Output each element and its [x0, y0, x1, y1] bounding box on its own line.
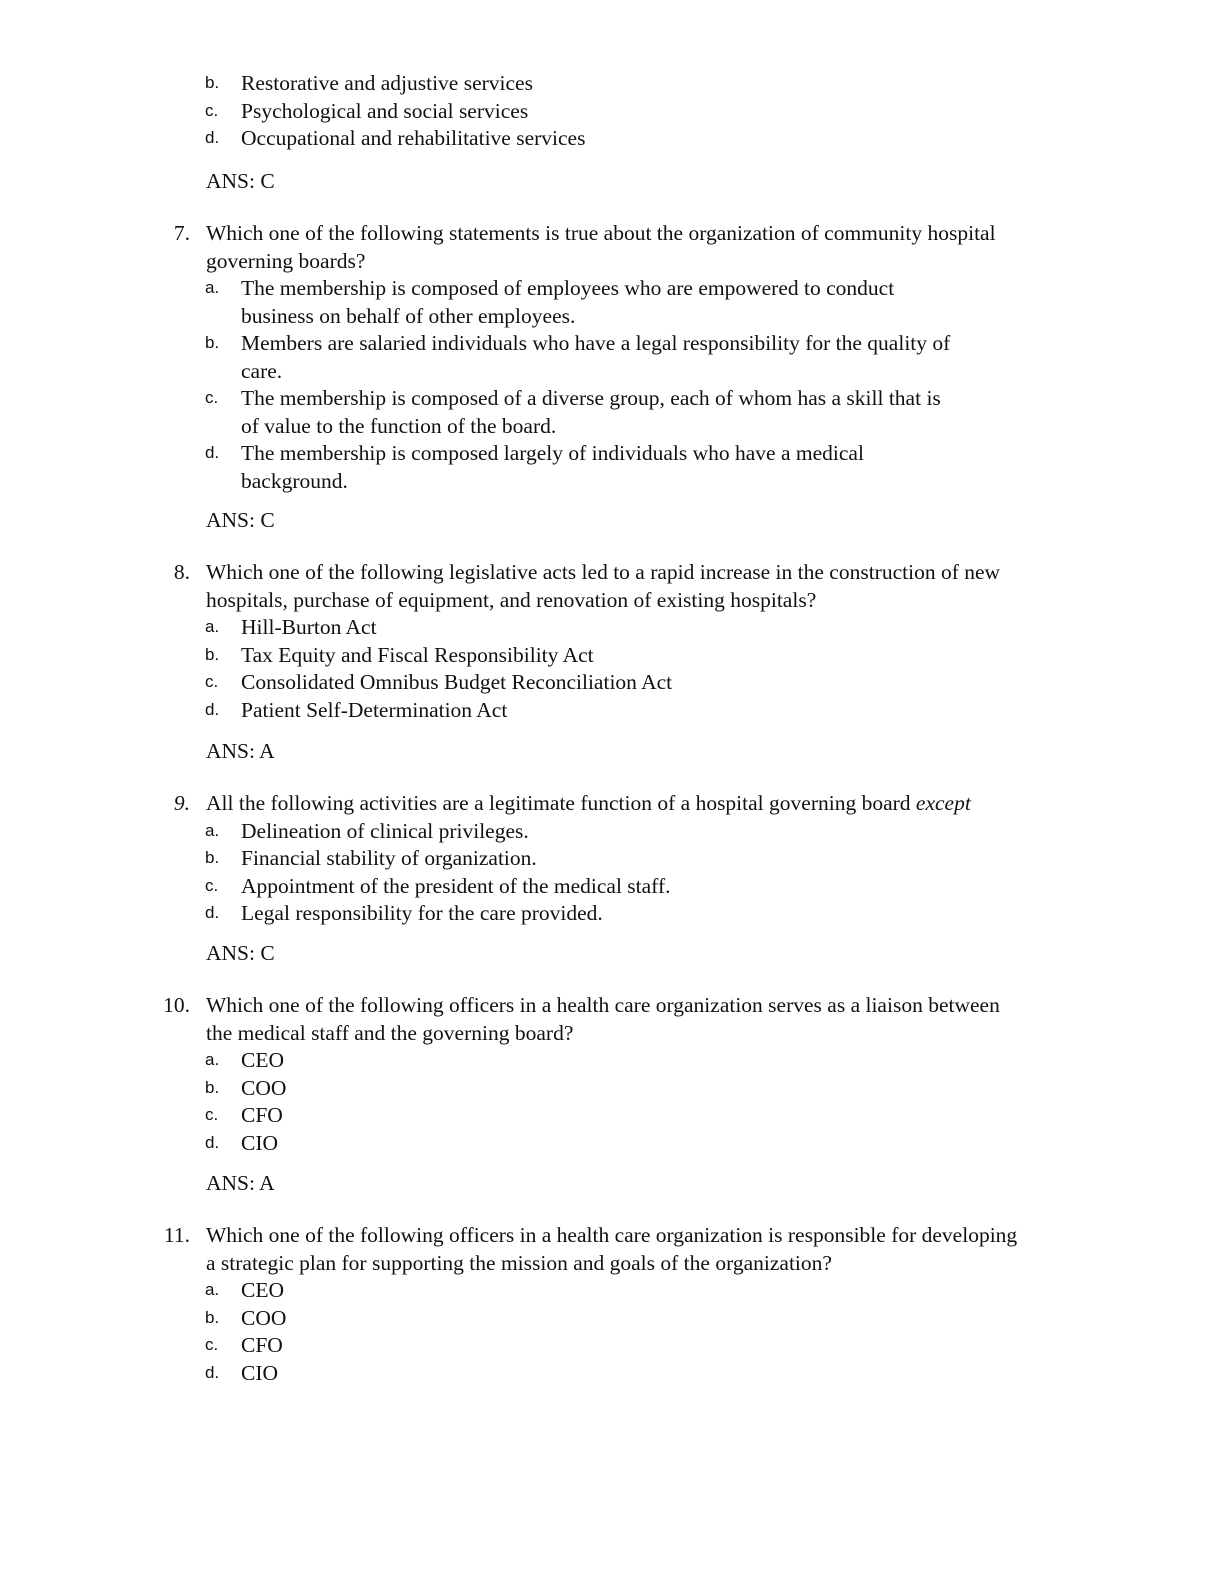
- option-b: [0, 1305, 1224, 1333]
- option-b: [0, 1075, 1224, 1103]
- option-text: Financial stability of organization.: [241, 846, 537, 870]
- option-text: COO: [241, 1075, 287, 1100]
- option-text: CFO: [241, 1333, 283, 1357]
- option-text: Legal responsibility for the care provided.: [241, 901, 603, 925]
- option-a: [0, 818, 1224, 846]
- option-text: Psychological and social services: [241, 98, 529, 123]
- option-c: [0, 873, 1224, 901]
- option-a-continued: [0, 303, 1224, 331]
- option-d: [0, 697, 1224, 725]
- option-c: [0, 98, 1224, 126]
- question-7: [0, 220, 1224, 495]
- option-text: Delineation of clinical privileges.: [241, 818, 529, 843]
- question-10: [0, 992, 1224, 1157]
- option-letter: c.: [205, 100, 219, 120]
- option-text: Members are salaried individuals who have a legal responsibility for the quality of: [241, 331, 951, 355]
- option-text: background.: [241, 468, 348, 493]
- question-stem-continued: [0, 1020, 1224, 1048]
- answer-key: ANS: C: [206, 508, 275, 532]
- option-text: Hill-Burton Act: [241, 615, 377, 639]
- question-number: 8.: [173, 560, 190, 584]
- answer-key: ANS: A: [206, 739, 275, 763]
- option-d: [0, 440, 1224, 468]
- option-d: [0, 125, 1224, 153]
- answer-key: ANS: C: [206, 169, 275, 193]
- question-9: [0, 790, 1224, 928]
- option-b: [0, 330, 1224, 358]
- option-text: CEO: [241, 1278, 284, 1302]
- option-text: Tax Equity and Fiscal Responsibility Act: [241, 642, 594, 667]
- option-letter: d.: [205, 443, 220, 462]
- question-text: Which one of the following legislative acts led to a rapid increase in the construction of new: [206, 560, 1001, 584]
- option-text: Restorative and adjustive services: [241, 71, 533, 95]
- option-c: [0, 1102, 1224, 1130]
- option-letter: b.: [205, 1077, 220, 1097]
- question-11: [0, 1222, 1224, 1387]
- option-letter: c.: [205, 672, 219, 691]
- option-a: [0, 614, 1224, 642]
- question-number: 7.: [173, 221, 190, 245]
- option-letter: c.: [205, 388, 219, 407]
- question-stem: [0, 992, 1224, 1020]
- option-letter: d.: [205, 128, 220, 147]
- option-text: Appointment of the president of the medical staff.: [241, 873, 671, 898]
- question-text-emphasis: except: [915, 791, 971, 815]
- option-letter: b.: [205, 644, 220, 664]
- option-b: [0, 642, 1224, 670]
- option-c: [0, 1332, 1224, 1360]
- answer-key: ANS: A: [206, 1171, 275, 1195]
- question-stem-continued: [0, 587, 1224, 615]
- question-stem: [0, 559, 1224, 587]
- option-text: COO: [241, 1305, 287, 1330]
- option-d: [0, 1360, 1224, 1388]
- option-letter: a.: [205, 1280, 220, 1299]
- option-b-continued: [0, 358, 1224, 386]
- option-text: The membership is composed of employees who are empowered to conduct: [241, 276, 895, 300]
- question-text: the medical staff and the governing board?: [206, 1020, 574, 1045]
- option-text: The membership is composed of a diverse group, each of whom has a skill that is: [241, 386, 941, 410]
- question-stem-continued: [0, 248, 1224, 276]
- option-d: [0, 1130, 1224, 1158]
- question-stem-continued: [0, 1250, 1224, 1278]
- option-letter: a.: [205, 820, 220, 840]
- question-stem: [0, 220, 1224, 248]
- option-c: [0, 385, 1224, 413]
- option-letter: b.: [205, 1307, 220, 1327]
- option-letter: a.: [205, 617, 220, 636]
- question-number: 11.: [163, 1223, 190, 1247]
- option-text: Occupational and rehabilitative services: [241, 126, 586, 150]
- option-letter: d.: [205, 903, 220, 922]
- option-letter: c.: [205, 1335, 219, 1354]
- option-d-continued: [0, 468, 1224, 496]
- option-letter: d.: [205, 1362, 220, 1382]
- question-text: Which one of the following statements is true about the organization of community hospital: [206, 221, 996, 245]
- option-text: of value to the function of the board.: [241, 413, 557, 438]
- option-text: business on behalf of other employees.: [241, 303, 576, 328]
- option-text: Consolidated Omnibus Budget Reconciliation Act: [241, 670, 673, 694]
- option-letter: b.: [205, 73, 220, 92]
- option-letter: d.: [205, 699, 220, 719]
- option-letter: d.: [205, 1132, 220, 1152]
- question-text-main: All the following activities are a legitimate function of a hospital governing board: [206, 791, 916, 815]
- option-d: [0, 900, 1224, 928]
- option-text: The membership is composed largely of individuals who have a medical: [241, 441, 864, 465]
- option-letter: b.: [205, 333, 220, 352]
- option-b: [0, 845, 1224, 873]
- question-stem: [0, 790, 1224, 818]
- question-text: Which one of the following officers in a health care organization is responsible for developing: [206, 1223, 1018, 1247]
- option-letter: a.: [205, 278, 220, 297]
- option-c-continued: [0, 413, 1224, 441]
- option-letter: b.: [205, 848, 220, 867]
- option-a: [0, 275, 1224, 303]
- question-number: 10.: [163, 993, 190, 1017]
- question-text: hospitals, purchase of equipment, and renovation of existing hospitals?: [206, 587, 817, 612]
- answer-key: ANS: C: [206, 941, 275, 965]
- option-text: CIO: [241, 1360, 279, 1385]
- option-text: care.: [241, 358, 283, 383]
- option-letter: c.: [205, 1105, 219, 1124]
- question-stem: [0, 1222, 1224, 1250]
- option-c: [0, 669, 1224, 697]
- question-text: Which one of the following officers in a health care organization serves as a liaison between: [206, 993, 1000, 1017]
- option-text: CEO: [241, 1048, 284, 1072]
- option-text: CIO: [241, 1130, 279, 1155]
- option-a: [0, 1047, 1224, 1075]
- question-text: [206, 790, 971, 818]
- question-text: a strategic plan for supporting the mission and goals of the organization?: [206, 1250, 832, 1275]
- option-a: [0, 1277, 1224, 1305]
- option-letter: c.: [205, 875, 219, 895]
- option-b: [0, 70, 1224, 98]
- option-text: CFO: [241, 1103, 283, 1127]
- question-8: [0, 559, 1224, 724]
- question-6-continued: [0, 70, 1224, 153]
- option-letter: a.: [205, 1050, 220, 1069]
- question-number: 9.: [173, 791, 190, 815]
- option-text: Patient Self-Determination Act: [241, 697, 508, 722]
- question-text: governing boards?: [206, 248, 366, 273]
